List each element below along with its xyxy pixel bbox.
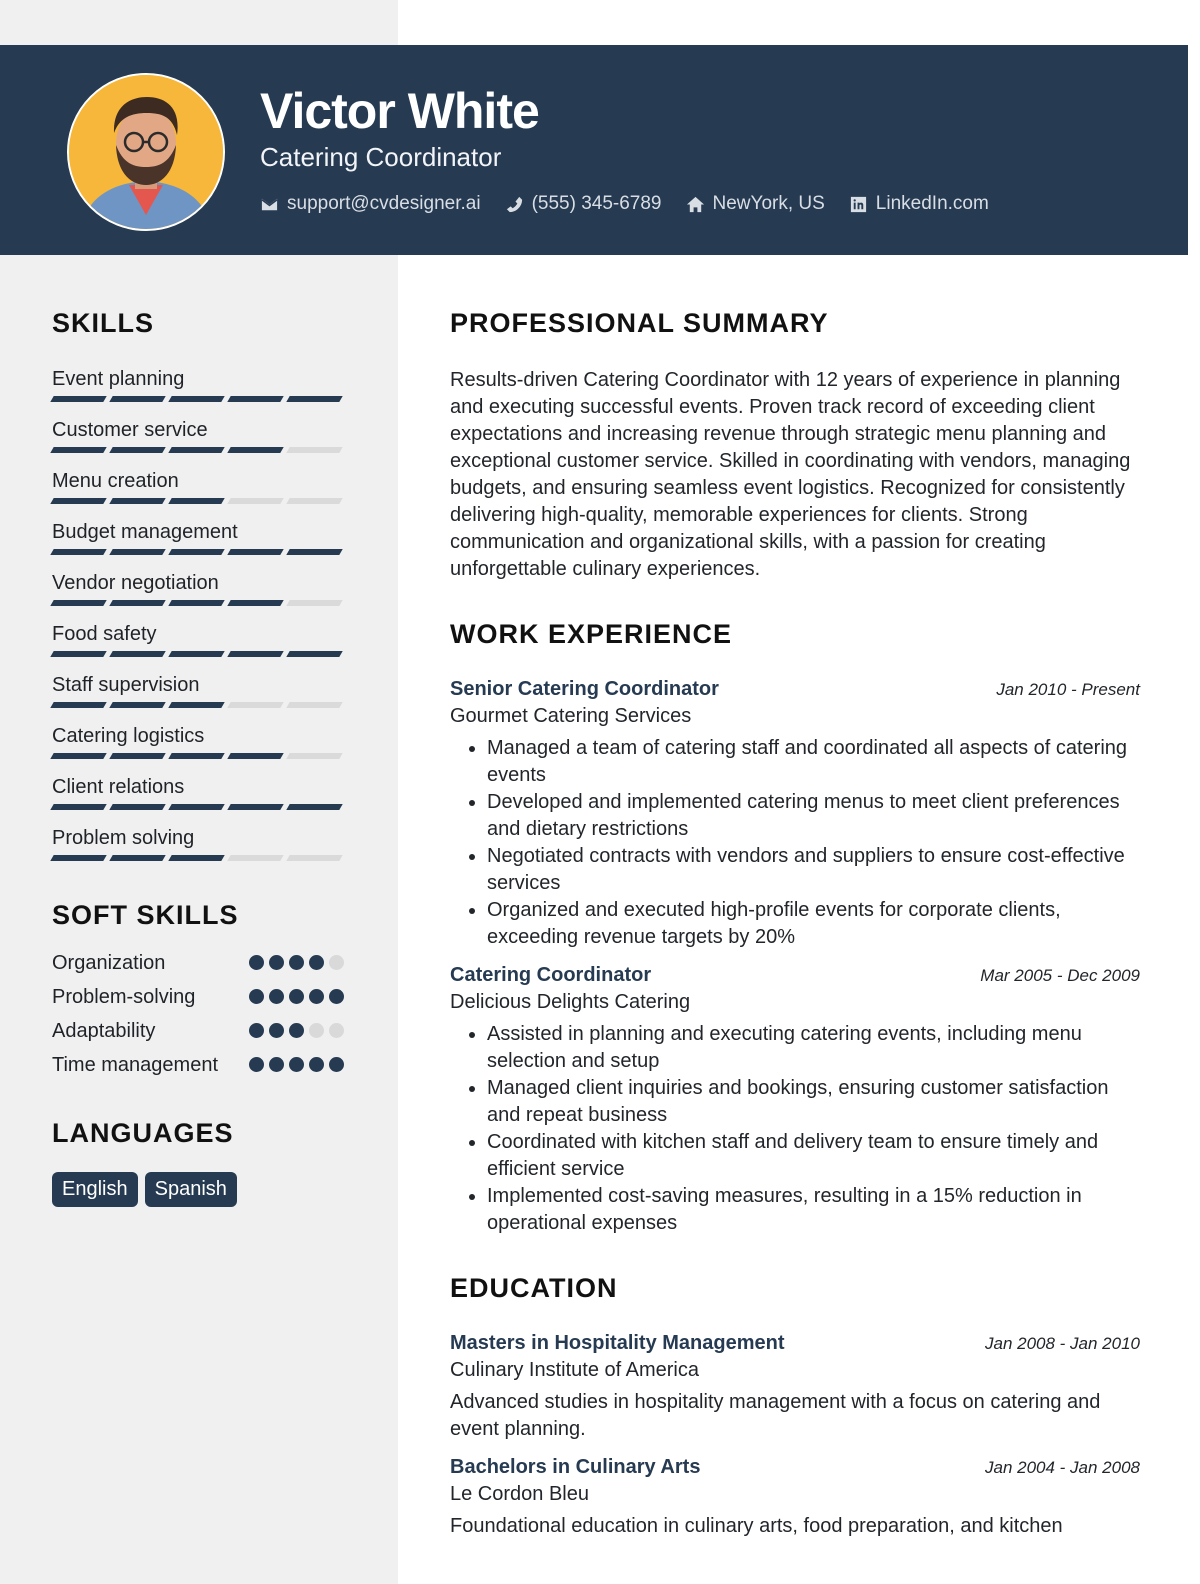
skill-level-bars (52, 702, 352, 708)
contact-row (260, 191, 989, 217)
degree-title: Masters in Hospitality Management (450, 1332, 785, 1354)
contact-linkedin[interactable] (849, 191, 989, 217)
soft-skill-dot (289, 989, 304, 1004)
soft-skill-dot (309, 955, 324, 970)
skills-heading: SKILLS (52, 308, 155, 338)
education-entry (450, 1453, 1140, 1540)
skill-level-segment (286, 804, 342, 810)
soft-skill-name: Problem-solving (52, 986, 196, 1008)
job-company: Gourmet Catering Services (450, 705, 692, 727)
contact-phone[interactable] (505, 191, 662, 217)
skill-level-segment (50, 447, 106, 453)
skill-level-segment (286, 855, 342, 861)
skill-level-segment (168, 855, 224, 861)
job-company: Delicious Delights Catering (450, 991, 691, 1013)
skill-item (52, 515, 352, 555)
soft-skill-dots (249, 955, 344, 970)
skill-level-segment (168, 804, 224, 810)
soft-skill-dot (249, 1057, 264, 1072)
skill-level-segment (109, 447, 165, 453)
skill-level-bars (52, 396, 352, 402)
skill-name: Food safety (52, 623, 157, 645)
skill-level-segment (109, 498, 165, 504)
skill-level-segment (286, 447, 342, 453)
degree-title: Bachelors in Culinary Arts (450, 1456, 701, 1478)
soft-skill-dots (249, 989, 344, 1004)
education-header (450, 1329, 1140, 1357)
skill-level-segment (50, 498, 106, 504)
skill-level-bars (52, 855, 352, 861)
soft-skills-heading: SOFT SKILLS (52, 900, 239, 930)
language-badge: English (52, 1172, 138, 1207)
phone-icon (505, 195, 524, 214)
skill-level-segment (168, 498, 224, 504)
skill-level-bars (52, 498, 352, 504)
soft-skill-name: Adaptability (52, 1020, 156, 1042)
soft-skill-dots (249, 1057, 344, 1072)
skill-level-bars (52, 549, 352, 555)
soft-skill-dot (289, 1057, 304, 1072)
job-bullets (450, 735, 1140, 951)
job-bullets (450, 1021, 1140, 1237)
location-text: NewYork, US (712, 193, 825, 214)
soft-skill-dot (269, 1023, 284, 1038)
skill-level-segment (168, 447, 224, 453)
skill-level-segment (109, 753, 165, 759)
education-date: Jan 2004 - Jan 2008 (984, 1458, 1140, 1477)
main-content (450, 300, 1140, 1540)
skill-level-segment (286, 396, 342, 402)
summary-heading: PROFESSIONAL SUMMARY (450, 308, 829, 338)
skill-item (52, 719, 352, 759)
skill-level-segment (168, 753, 224, 759)
languages-list (52, 1172, 352, 1207)
languages-heading: LANGUAGES (52, 1118, 234, 1148)
avatar (67, 73, 225, 231)
job-title: Catering Coordinator (450, 964, 652, 986)
skill-level-segment (109, 804, 165, 810)
candidate-title: Catering Coordinator (260, 142, 502, 172)
education-date: Jan 2008 - Jan 2010 (984, 1334, 1140, 1353)
skill-level-segment (50, 549, 106, 555)
summary-text: Results-driven Catering Coordinator with 12 years of experience in planning and executing successful events. Proven track record of exceeding client expectations and increasing revenue through strategic menu planning and exceptional customer service. Skilled in coordinating with vendors, managing budgets, and ensuring seamless event logistics. Recognized for consistently delivering high-quality, memorable experiences for clients. Strong communication and organizational skills, with a passion for creating unforgettable culinary experiences. (450, 369, 1131, 580)
skill-level-segment (227, 702, 283, 708)
soft-skill-item (52, 984, 352, 1011)
skill-level-segment (286, 753, 342, 759)
soft-skills-list (52, 950, 352, 1079)
linkedin-icon (849, 195, 868, 214)
skill-level-segment (227, 753, 283, 759)
soft-skill-dot (269, 955, 284, 970)
skill-level-segment (227, 396, 283, 402)
skill-item (52, 770, 352, 810)
email-text: support@cvdesigner.ai (287, 193, 481, 214)
job-bullet: • Managed client inquiries and bookings, ensuring customer satisfaction and repeat business (487, 1075, 1140, 1129)
skill-level-bars (52, 651, 352, 657)
contact-email[interactable] (260, 191, 481, 217)
candidate-name: Victor White (260, 83, 539, 139)
education-heading: EDUCATION (450, 1273, 618, 1303)
skill-level-segment (168, 702, 224, 708)
soft-skill-dot (269, 989, 284, 1004)
skill-item (52, 617, 352, 657)
skill-level-segment (227, 447, 283, 453)
job-header (450, 675, 1140, 703)
skill-level-segment (227, 651, 283, 657)
soft-skill-dot (249, 955, 264, 970)
skill-name: Problem solving (52, 827, 195, 849)
skill-level-segment (109, 651, 165, 657)
skill-name: Menu creation (52, 470, 179, 492)
job-bullet: • Managed a team of catering staff and coordinated all aspects of catering events (487, 735, 1140, 789)
education-header (450, 1453, 1140, 1481)
job-bullet: • Negotiated contracts with vendors and suppliers to ensure cost-effective services (487, 843, 1140, 897)
soft-skill-dot (309, 989, 324, 1004)
skill-item (52, 668, 352, 708)
skill-name: Customer service (52, 419, 208, 441)
education-entry (450, 1329, 1140, 1443)
skill-level-segment (168, 651, 224, 657)
skill-level-segment (168, 600, 224, 606)
skill-level-segment (227, 600, 283, 606)
work-heading: WORK EXPERIENCE (450, 619, 733, 649)
sidebar (52, 300, 352, 1207)
skill-level-segment (50, 753, 106, 759)
soft-skill-dot (249, 1023, 264, 1038)
soft-skill-name: Time management (52, 1054, 218, 1076)
job-date: Mar 2005 - Dec 2009 (980, 966, 1140, 985)
skill-name: Catering logistics (52, 725, 205, 747)
soft-skill-dot (269, 1057, 284, 1072)
skill-level-bars (52, 804, 352, 810)
skill-level-bars (52, 447, 352, 453)
job-bullet: • Organized and executed high-profile events for corporate clients, exceeding revenue targets by 20% (487, 897, 1140, 951)
job-bullet: • Implemented cost-saving measures, resulting in a 15% reduction in operational expenses (487, 1183, 1140, 1237)
skill-level-segment (227, 804, 283, 810)
skill-name: Vendor negotiation (52, 572, 219, 594)
skill-level-segment (50, 651, 106, 657)
skill-item (52, 362, 352, 402)
skill-level-segment (227, 549, 283, 555)
skill-level-segment (50, 600, 106, 606)
skill-name: Event planning (52, 368, 185, 390)
profile-photo (69, 75, 223, 229)
skill-name: Budget management (52, 521, 238, 543)
skill-level-segment (50, 702, 106, 708)
skill-level-segment (227, 855, 283, 861)
skill-level-bars (52, 753, 352, 759)
education-list (450, 1329, 1140, 1540)
soft-skill-dot (289, 1023, 304, 1038)
skill-level-segment (168, 549, 224, 555)
language-badge: Spanish (145, 1172, 237, 1207)
soft-skill-item (52, 1052, 352, 1079)
job-date: Jan 2010 - Present (996, 680, 1140, 699)
skill-level-segment (109, 396, 165, 402)
skill-level-segment (109, 702, 165, 708)
soft-skill-dot (309, 1023, 324, 1038)
envelope-icon (260, 195, 279, 214)
job-title: Senior Catering Coordinator (450, 678, 719, 700)
skill-level-segment (286, 498, 342, 504)
jobs-list (450, 675, 1140, 1237)
skill-level-segment (50, 855, 106, 861)
skill-level-segment (50, 396, 106, 402)
soft-skill-dot (309, 1057, 324, 1072)
linkedin-text: LinkedIn.com (875, 193, 989, 214)
job-entry (450, 961, 1140, 1237)
skill-item (52, 821, 352, 861)
soft-skill-dot (289, 955, 304, 970)
education-description: Foundational education in culinary arts, food preparation, and kitchen (450, 1515, 1063, 1537)
soft-skill-item (52, 950, 352, 977)
skill-level-segment (109, 855, 165, 861)
skill-level-segment (286, 600, 342, 606)
skill-level-bars (52, 600, 352, 606)
skill-level-segment (109, 549, 165, 555)
skill-level-segment (50, 804, 106, 810)
soft-skill-dot (329, 955, 344, 970)
home-icon (686, 195, 705, 214)
soft-skill-item (52, 1018, 352, 1045)
soft-skill-dot (249, 989, 264, 1004)
skill-level-segment (286, 651, 342, 657)
skill-level-segment (109, 600, 165, 606)
soft-skill-dot (329, 1023, 344, 1038)
education-school: Le Cordon Bleu (450, 1483, 589, 1505)
skills-list (52, 362, 352, 861)
contact-location (686, 191, 825, 217)
soft-skill-name: Organization (52, 952, 166, 974)
skill-level-segment (227, 498, 283, 504)
skill-name: Staff supervision (52, 674, 200, 696)
soft-skill-dot (329, 989, 344, 1004)
skill-level-segment (286, 702, 342, 708)
job-entry (450, 675, 1140, 951)
education-description: Advanced studies in hospitality management with a focus on catering and event planning. (450, 1391, 1101, 1440)
phone-text: (555) 345-6789 (531, 193, 662, 214)
job-bullet: • Coordinated with kitchen staff and delivery team to ensure timely and efficient service (487, 1129, 1140, 1183)
skill-item (52, 566, 352, 606)
skill-item (52, 464, 352, 504)
job-bullet: • Assisted in planning and executing catering events, including menu selection and setup (487, 1021, 1140, 1075)
soft-skill-dots (249, 1023, 344, 1038)
skill-level-segment (286, 549, 342, 555)
skill-level-segment (168, 396, 224, 402)
resume-header (0, 45, 1188, 255)
job-header (450, 961, 1140, 989)
skill-item (52, 413, 352, 453)
skill-name: Client relations (52, 776, 185, 798)
soft-skill-dot (329, 1057, 344, 1072)
education-school: Culinary Institute of America (450, 1359, 699, 1381)
job-bullet: • Developed and implemented catering menus to meet client preferences and dietary restrictions (487, 789, 1140, 843)
